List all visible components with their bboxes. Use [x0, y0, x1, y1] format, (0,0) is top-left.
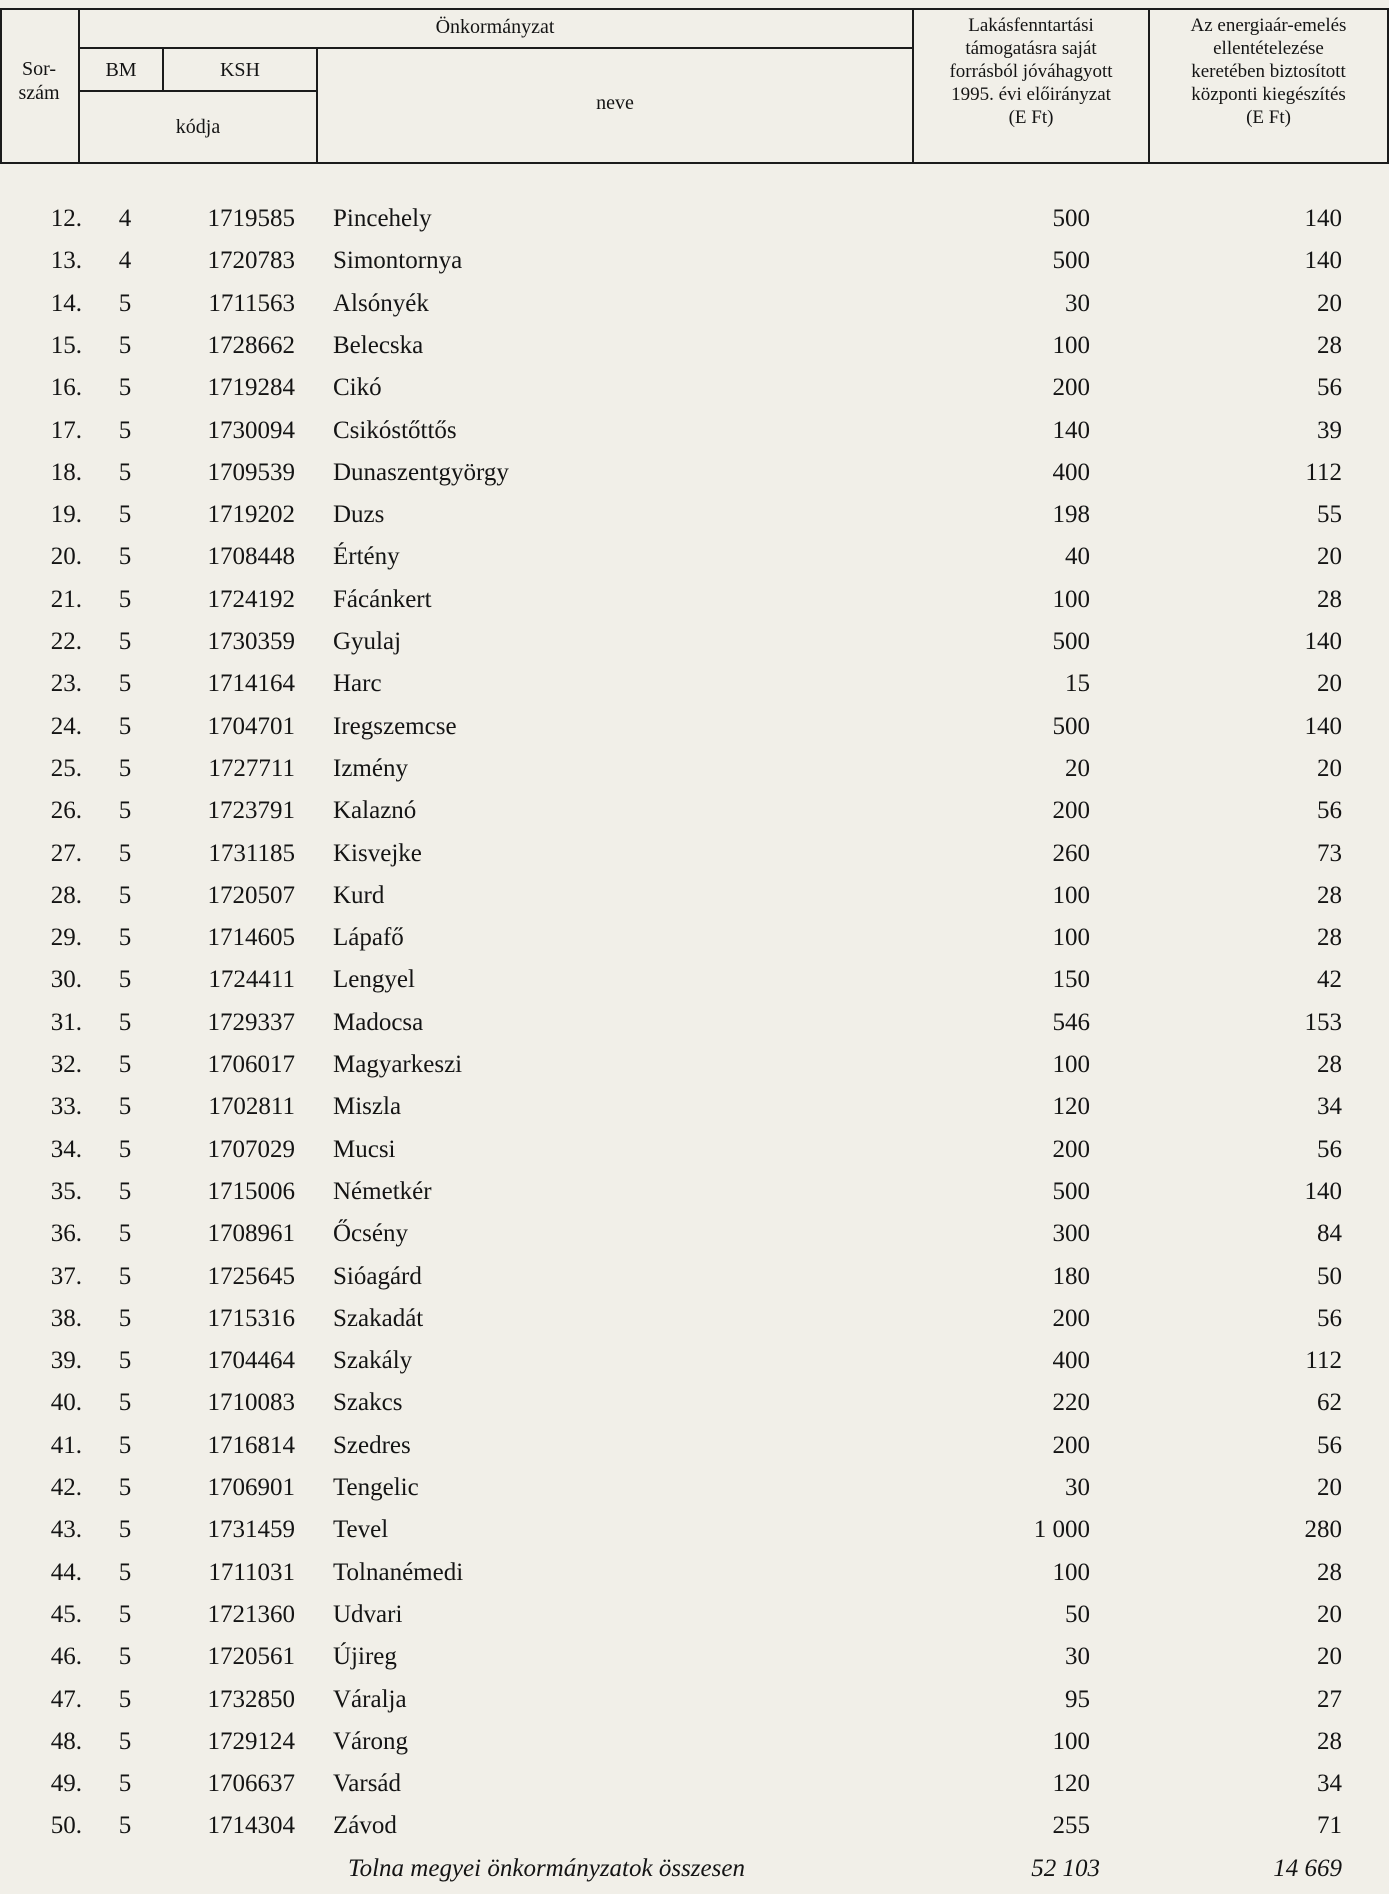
ksh-code: 1714164	[207, 670, 295, 698]
total-value-a: 52 103	[1031, 1855, 1100, 1882]
value-b: 34	[1317, 1093, 1342, 1121]
value-a: 500	[1052, 1177, 1090, 1205]
value-a: 255	[1052, 1812, 1090, 1840]
row-number: 19.	[50, 501, 82, 529]
bm-code: 5	[118, 501, 132, 529]
municipality-name: Újireg	[333, 1643, 397, 1671]
value-a: 100	[1052, 585, 1090, 613]
municipality-name: Iregszemcse	[333, 712, 457, 740]
row-number: 31.	[50, 1008, 82, 1036]
row-number: 47.	[50, 1685, 82, 1713]
row-number: 24.	[50, 712, 82, 740]
header-bm: BM	[105, 59, 137, 81]
bm-code: 5	[118, 416, 132, 444]
bm-code: 5	[118, 1008, 132, 1036]
value-b: 28	[1317, 1051, 1342, 1078]
municipality-name: Várong	[333, 1727, 408, 1755]
municipality-name: Alsónyék	[333, 289, 429, 317]
table-row	[0, 1636, 1389, 1678]
municipality-name: Kurd	[333, 881, 385, 909]
header-col-b-line-5: (E Ft)	[1246, 107, 1291, 128]
bm-code: 5	[118, 1220, 132, 1248]
table-row	[0, 959, 1389, 1001]
ksh-code: 1704701	[207, 712, 295, 740]
table-row	[0, 536, 1389, 578]
value-a: 50	[1065, 1600, 1090, 1628]
value-a: 500	[1052, 205, 1090, 232]
value-a: 120	[1052, 1770, 1090, 1798]
bm-code: 5	[118, 628, 132, 655]
value-a: 30	[1065, 1474, 1090, 1501]
ksh-code: 1729124	[207, 1727, 295, 1755]
value-a: 40	[1065, 543, 1090, 571]
table-row	[0, 1552, 1389, 1594]
municipality-name: Duzs	[333, 501, 385, 529]
header-neve: neve	[596, 92, 634, 114]
municipality-name: Pincehely	[333, 205, 432, 232]
municipality-name: Magyarkeszi	[333, 1051, 463, 1078]
ksh-code: 1720783	[207, 247, 295, 275]
value-b: 28	[1317, 924, 1342, 952]
table-row	[0, 621, 1389, 663]
value-a: 100	[1052, 1558, 1090, 1586]
table-row	[0, 1213, 1389, 1255]
table-row	[0, 283, 1389, 325]
row-number: 25.	[50, 754, 82, 782]
row-number: 42.	[50, 1474, 82, 1501]
total-label: Tolna megyei önkormányzatok összesen	[348, 1855, 745, 1882]
bm-code: 5	[118, 1093, 132, 1121]
bm-code: 4	[118, 247, 132, 275]
value-a: 15	[1065, 670, 1090, 698]
table-row	[0, 663, 1389, 705]
value-b: 20	[1317, 1643, 1342, 1671]
bm-code: 4	[118, 205, 132, 232]
municipality-name: Simontornya	[333, 247, 463, 275]
table-row	[0, 1171, 1389, 1213]
bm-code: 5	[118, 1304, 132, 1332]
table-row	[0, 1805, 1389, 1847]
bm-code: 5	[118, 797, 132, 825]
municipality-name: Belecska	[333, 331, 424, 359]
value-b: 50	[1317, 1262, 1342, 1290]
municipality-name: Szakály	[333, 1347, 413, 1375]
header-ksh: KSH	[219, 59, 260, 81]
table-header	[0, 0, 1389, 164]
value-b: 62	[1317, 1389, 1342, 1417]
bm-code: 5	[118, 839, 132, 867]
value-a: 100	[1052, 1727, 1090, 1755]
total-row	[0, 1848, 1389, 1890]
ksh-code: 1719202	[207, 501, 295, 529]
value-a: 400	[1052, 1347, 1090, 1375]
value-b: 28	[1317, 1558, 1342, 1586]
municipality-name: Tolnanémedi	[333, 1558, 464, 1586]
row-number: 49.	[50, 1770, 82, 1798]
ksh-code: 1715316	[207, 1304, 295, 1332]
value-b: 20	[1317, 1474, 1342, 1501]
value-a: 100	[1052, 924, 1090, 952]
value-a: 546	[1052, 1008, 1090, 1036]
row-number: 27.	[50, 839, 82, 867]
bm-code: 5	[118, 1685, 132, 1713]
municipality-name: Dunaszentgyörgy	[333, 458, 509, 486]
table-row	[0, 748, 1389, 790]
table-row	[0, 1086, 1389, 1128]
header-sorszam-1: Sor-	[21, 58, 57, 80]
row-number: 34.	[50, 1135, 82, 1163]
ksh-code: 1720561	[207, 1643, 295, 1671]
value-a: 200	[1052, 1431, 1090, 1459]
row-number: 46.	[50, 1643, 82, 1671]
table-row	[0, 1509, 1389, 1551]
bm-code: 5	[118, 374, 132, 402]
value-a: 30	[1065, 289, 1090, 317]
header-col-a-line-3: forrásból jóváhagyott	[949, 61, 1113, 82]
table-row	[0, 833, 1389, 875]
value-a: 200	[1052, 1135, 1090, 1163]
row-number: 13.	[50, 247, 82, 275]
row-number: 20.	[50, 543, 82, 571]
bm-code: 5	[118, 458, 132, 486]
row-number: 16.	[50, 374, 82, 402]
bm-code: 5	[118, 331, 132, 359]
ksh-code: 1728662	[207, 331, 295, 359]
row-number: 12.	[50, 205, 82, 232]
header-col-b-line-4: központi kiegészítés	[1191, 84, 1346, 105]
value-a: 198	[1052, 501, 1090, 529]
table-row	[0, 1425, 1389, 1467]
municipality-name: Závod	[333, 1812, 397, 1840]
bm-code: 5	[118, 712, 132, 740]
value-b: 20	[1317, 1600, 1342, 1628]
table-row	[0, 1467, 1389, 1509]
table-row	[0, 579, 1389, 621]
ksh-code: 1731459	[207, 1516, 295, 1544]
value-a: 500	[1052, 247, 1090, 275]
table-row	[0, 1721, 1389, 1763]
ksh-code: 1702811	[208, 1093, 295, 1121]
row-number: 21.	[50, 585, 82, 613]
ksh-code: 1731185	[208, 839, 295, 867]
value-b: 153	[1304, 1008, 1342, 1036]
value-b: 280	[1304, 1516, 1342, 1544]
header-col-a-line-5: (E Ft)	[1008, 107, 1054, 128]
bm-code: 5	[118, 1600, 132, 1628]
municipality-name: Kalaznó	[333, 797, 417, 825]
row-number: 30.	[50, 966, 82, 994]
table-row	[0, 240, 1389, 282]
table-row	[0, 875, 1389, 917]
header-col-b-line-3: keretében biztosított	[1191, 61, 1346, 82]
ksh-code: 1707029	[207, 1135, 295, 1163]
municipality-name: Cikó	[333, 374, 382, 402]
row-number: 28.	[50, 881, 82, 909]
bm-code: 5	[118, 754, 132, 782]
bm-code: 5	[118, 670, 132, 698]
row-number: 48.	[50, 1727, 82, 1755]
header-onkormanyzat: Önkormányzat	[435, 16, 555, 38]
municipality-name: Tevel	[333, 1516, 389, 1544]
row-number: 22.	[50, 628, 82, 655]
bm-code: 5	[118, 1389, 132, 1417]
ksh-code: 1715006	[207, 1177, 295, 1205]
value-a: 300	[1052, 1220, 1090, 1248]
row-number: 26.	[50, 797, 82, 825]
ksh-code: 1714304	[207, 1812, 295, 1840]
value-b: 112	[1305, 1347, 1342, 1375]
row-number: 40.	[50, 1389, 82, 1417]
bm-code: 5	[118, 543, 132, 571]
value-a: 30	[1065, 1643, 1090, 1671]
municipality-name: Madocsa	[333, 1008, 424, 1036]
bm-code: 5	[118, 1051, 132, 1078]
ksh-code: 1708961	[207, 1220, 295, 1248]
ksh-code: 1704464	[207, 1347, 295, 1375]
row-number: 35.	[50, 1177, 82, 1205]
ksh-code: 1709539	[207, 458, 295, 486]
value-b: 27	[1317, 1685, 1342, 1713]
ksh-code: 1723791	[207, 797, 295, 825]
value-b: 39	[1317, 416, 1342, 444]
value-b: 56	[1317, 1135, 1342, 1163]
table-row	[0, 790, 1389, 832]
municipality-name: Mucsi	[333, 1135, 396, 1163]
value-a: 140	[1052, 416, 1090, 444]
municipality-name: Szakadát	[333, 1304, 424, 1332]
header-divider-onk	[78, 47, 912, 49]
municipality-name: Tengelic	[333, 1474, 419, 1501]
value-a: 150	[1052, 966, 1090, 994]
row-number: 41.	[50, 1431, 82, 1459]
table-row	[0, 410, 1389, 452]
value-a: 180	[1052, 1262, 1090, 1290]
value-b: 55	[1317, 501, 1342, 529]
value-b: 140	[1304, 205, 1342, 232]
table-row	[0, 1044, 1389, 1086]
ksh-code: 1732850	[207, 1685, 295, 1713]
value-b: 28	[1317, 331, 1342, 359]
value-b: 140	[1304, 712, 1342, 740]
bm-code: 5	[118, 1347, 132, 1375]
ksh-code: 1708448	[207, 543, 295, 571]
value-a: 500	[1052, 712, 1090, 740]
municipality-name: Lengyel	[333, 966, 415, 994]
value-a: 200	[1052, 374, 1090, 402]
ksh-code: 1706637	[207, 1770, 295, 1798]
ksh-code: 1721360	[207, 1600, 295, 1628]
municipality-name: Értény	[333, 543, 400, 571]
municipality-name: Gyulaj	[333, 628, 402, 655]
ksh-code: 1706017	[207, 1051, 295, 1078]
table-row	[0, 494, 1389, 536]
ksh-code: 1725645	[207, 1262, 295, 1290]
value-b: 34	[1317, 1770, 1342, 1798]
row-number: 50.	[50, 1812, 82, 1840]
ksh-code: 1727711	[208, 754, 295, 782]
bm-code: 5	[118, 1558, 132, 1586]
value-a: 95	[1065, 1685, 1090, 1713]
municipality-name: Miszla	[333, 1093, 402, 1121]
bm-code: 5	[118, 289, 132, 317]
header-col-b-line-2: ellentételezése	[1213, 38, 1324, 59]
row-number: 45.	[50, 1600, 82, 1628]
value-a: 200	[1052, 1304, 1090, 1332]
value-b: 56	[1317, 797, 1342, 825]
value-a: 400	[1052, 458, 1090, 486]
bm-code: 5	[118, 1812, 132, 1840]
value-a: 1 000	[1033, 1516, 1090, 1544]
header-col-a-line-1: Lakásfenntartási	[968, 15, 1094, 36]
row-number: 43.	[50, 1516, 82, 1544]
row-number: 29.	[50, 924, 82, 952]
municipality-name: Izmény	[333, 754, 408, 782]
header-top-border	[0, 8, 1389, 10]
municipality-name: Szakcs	[333, 1389, 403, 1417]
ksh-code: 1729337	[207, 1008, 295, 1036]
bm-code: 5	[118, 585, 132, 613]
table-row	[0, 325, 1389, 367]
table-row	[0, 706, 1389, 748]
table-row	[0, 1298, 1389, 1340]
value-b: 56	[1317, 1431, 1342, 1459]
value-a: 200	[1052, 797, 1090, 825]
value-b: 20	[1317, 670, 1342, 698]
value-a: 100	[1052, 331, 1090, 359]
table-row	[0, 1340, 1389, 1382]
bm-code: 5	[118, 966, 132, 994]
value-b: 112	[1305, 458, 1342, 486]
bm-code: 5	[118, 1727, 132, 1755]
value-a: 100	[1052, 881, 1090, 909]
ksh-code: 1710083	[207, 1389, 295, 1417]
municipality-name: Udvari	[333, 1600, 403, 1628]
value-b: 28	[1317, 585, 1342, 613]
value-b: 56	[1317, 1304, 1342, 1332]
value-b: 140	[1304, 628, 1342, 655]
value-b: 140	[1304, 247, 1342, 275]
bm-code: 5	[118, 881, 132, 909]
value-a: 120	[1052, 1093, 1090, 1121]
row-number: 15.	[50, 331, 82, 359]
ksh-code: 1711563	[208, 289, 295, 317]
table-row	[0, 1129, 1389, 1171]
row-number: 32.	[50, 1051, 82, 1078]
ksh-code: 1720507	[207, 881, 295, 909]
municipality-name: Kisvejke	[333, 839, 422, 867]
bm-code: 5	[118, 1431, 132, 1459]
ksh-code: 1724192	[207, 585, 295, 613]
ksh-code: 1719585	[207, 205, 295, 232]
row-number: 39.	[50, 1347, 82, 1375]
row-number: 44.	[50, 1558, 82, 1586]
value-b: 84	[1317, 1220, 1342, 1248]
value-a: 100	[1052, 1051, 1090, 1078]
municipality-name: Varsád	[333, 1770, 402, 1798]
row-number: 23.	[50, 670, 82, 698]
ksh-code: 1711031	[208, 1558, 295, 1586]
table-row	[0, 1002, 1389, 1044]
header-col-a-line-2: támogatásra saját	[965, 38, 1097, 59]
value-b: 28	[1317, 1727, 1342, 1755]
ksh-code: 1730359	[207, 628, 295, 655]
ksh-code: 1706901	[207, 1474, 295, 1501]
municipality-name: Őcsény	[333, 1220, 408, 1248]
header-col-b-line-1: Az energiaár-emelés	[1190, 15, 1347, 36]
value-b: 71	[1317, 1812, 1342, 1840]
ksh-code: 1716814	[207, 1431, 295, 1459]
ksh-code: 1714605	[207, 924, 295, 952]
value-b: 42	[1317, 966, 1342, 994]
value-b: 56	[1317, 374, 1342, 402]
bm-code: 5	[118, 1135, 132, 1163]
table-row	[0, 1594, 1389, 1636]
value-a: 260	[1052, 839, 1090, 867]
ksh-code: 1719284	[207, 374, 295, 402]
table-row	[0, 1382, 1389, 1424]
value-a: 220	[1052, 1389, 1090, 1417]
bm-code: 5	[118, 1516, 132, 1544]
municipality-name: Lápafő	[333, 924, 404, 952]
bm-code: 5	[118, 1177, 132, 1205]
table-row	[0, 917, 1389, 959]
bm-code: 5	[118, 1643, 132, 1671]
table-row	[0, 1763, 1389, 1805]
row-number: 17.	[50, 416, 82, 444]
ksh-code: 1724411	[208, 966, 295, 994]
row-number: 18.	[50, 458, 82, 486]
table-row	[0, 1256, 1389, 1298]
municipality-name: Csikóstőttős	[333, 416, 457, 444]
bm-code: 5	[118, 1770, 132, 1798]
municipality-name: Németkér	[333, 1177, 432, 1205]
value-a: 20	[1065, 754, 1090, 782]
value-b: 73	[1317, 839, 1342, 867]
value-b: 20	[1317, 754, 1342, 782]
value-b: 140	[1304, 1177, 1342, 1205]
row-number: 37.	[50, 1262, 82, 1290]
value-b: 20	[1317, 543, 1342, 571]
table-row	[0, 452, 1389, 494]
ksh-code: 1730094	[207, 416, 295, 444]
header-col-a-line-4: 1995. évi előirányzat	[951, 84, 1111, 105]
header-kodja: kódja	[175, 116, 221, 138]
total-value-b: 14 669	[1273, 1855, 1342, 1882]
row-number: 14.	[50, 289, 82, 317]
header-sorszam-2: szám	[18, 82, 60, 104]
bm-code: 5	[118, 1262, 132, 1290]
bm-code: 5	[118, 1474, 132, 1501]
municipality-name: Harc	[333, 670, 382, 698]
value-b: 28	[1317, 881, 1342, 909]
value-b: 20	[1317, 289, 1342, 317]
row-number: 33.	[50, 1093, 82, 1121]
row-number: 38.	[50, 1304, 82, 1332]
table-row	[0, 1679, 1389, 1721]
header-bottom-border	[0, 162, 1389, 164]
municipality-name: Sióagárd	[333, 1262, 422, 1290]
bm-code: 5	[118, 924, 132, 952]
header-divider-codes	[78, 90, 316, 92]
municipality-name: Fácánkert	[333, 585, 432, 613]
municipality-name: Szedres	[333, 1431, 411, 1459]
value-a: 500	[1052, 628, 1090, 655]
row-number: 36.	[50, 1220, 82, 1248]
table-row	[0, 367, 1389, 409]
table-row	[0, 198, 1389, 240]
municipality-name: Váralja	[333, 1685, 407, 1713]
